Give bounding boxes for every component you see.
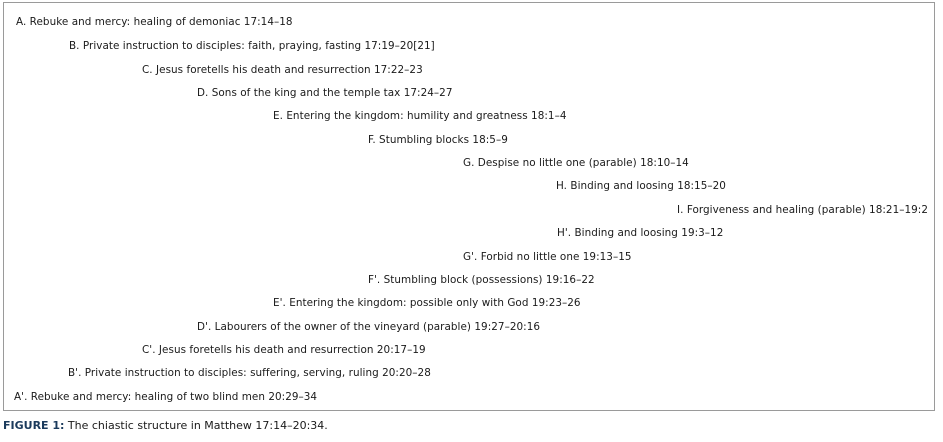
chiasm-line-a-prime: A'. Rebuke and mercy: healing of two blind men 20:29–34 <box>14 391 318 403</box>
chiasm-line-b: B. Private instruction to disciples: faith, praying, fasting 17:19–20[21] <box>69 40 435 52</box>
chiasm-line-e: E. Entering the kingdom: humility and greatness 18:1–4 <box>273 110 567 122</box>
chiasm-line-f-prime: F'. Stumbling block (possessions) 19:16–22 <box>368 274 595 286</box>
chiasm-line-a: A. Rebuke and mercy: healing of demoniac 17:14–18 <box>16 16 293 28</box>
chiasm-line-c-prime: C'. Jesus foretells his death and resurrection 20:17–19 <box>142 344 426 356</box>
chiasm-line-e-prime: E'. Entering the kingdom: possible only with God 19:23–26 <box>273 297 581 309</box>
chiasm-line-g: G. Despise no little one (parable) 18:10–14 <box>463 157 689 169</box>
chiasm-line-h-prime: H'. Binding and loosing 19:3–12 <box>557 227 724 239</box>
chiasm-line-g-prime: G'. Forbid no little one 19:13–15 <box>463 251 632 263</box>
chiasm-line-d: D. Sons of the king and the temple tax 17:24–27 <box>197 87 453 99</box>
chiasm-line-d-prime: D'. Labourers of the owner of the vineyard (parable) 19:27–20:16 <box>197 321 541 333</box>
chiasm-line-c: C. Jesus foretells his death and resurrection 17:22–23 <box>142 64 423 76</box>
chiasm-line-h: H. Binding and loosing 18:15–20 <box>556 180 726 192</box>
figure-caption-text: The chiastic structure in Matthew 17:14–20:34. <box>64 419 328 432</box>
figure-caption <box>3 419 328 432</box>
chiasm-line-i: I. Forgiveness and healing (parable) 18:21–19:2 <box>677 204 929 216</box>
figure-caption-label: FIGURE 1: <box>3 419 65 432</box>
figure-box <box>3 2 935 411</box>
chiasm-line-f: F. Stumbling blocks 18:5–9 <box>368 134 508 146</box>
chiasm-line-b-prime: B'. Private instruction to disciples: suffering, serving, ruling 20:20–28 <box>68 367 431 379</box>
